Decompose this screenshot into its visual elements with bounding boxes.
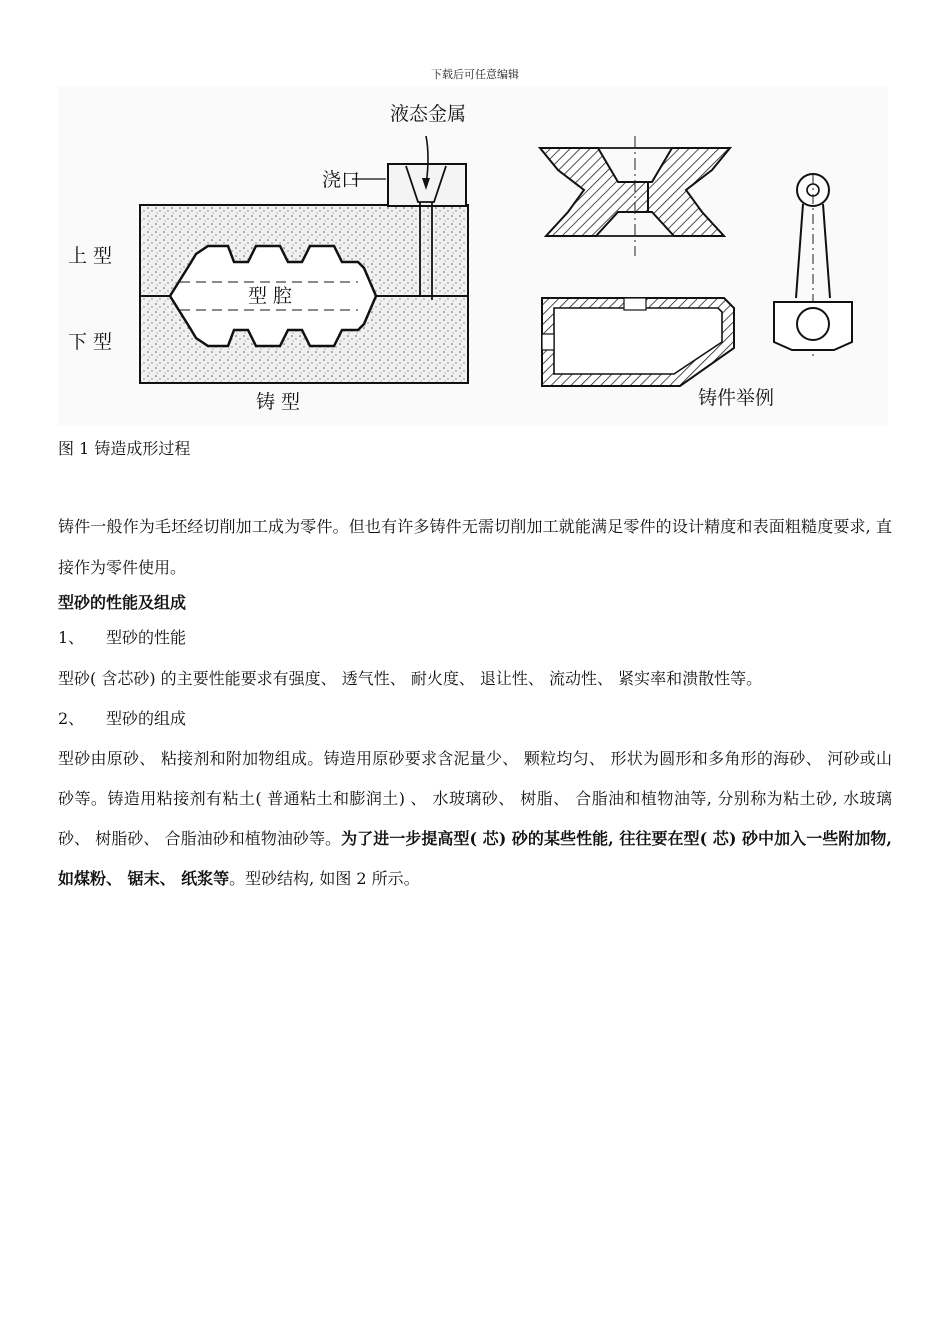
- subheading-1: [58, 618, 892, 658]
- composition-text-a: 型砂由原砂、 粘接剂和附加物组成。铸造用原砂要求含泥量少、 颗粒均匀、 形状为圆形和多角形的海砂、 河砂或山砂等。铸造用粘接剂有粘土( 普通粘土和膨润土) 、 水玻璃砂、 树脂、 合脂油和植物油等, 分别称为粘土砂, 水玻璃砂、 树脂砂、 合脂油砂和植物油砂等。: [58, 749, 892, 848]
- sprue-label: 浇口: [322, 169, 361, 191]
- casting-mold-label: 铸 型: [256, 391, 301, 413]
- page-header: 下载后可任意编辑: [431, 68, 519, 81]
- document-body: [58, 506, 892, 899]
- figure-caption: 图 1 铸造成形过程: [58, 439, 191, 458]
- liquid-metal-label: 液态金属: [390, 103, 467, 125]
- subheading-1-number: 1、: [58, 628, 85, 647]
- lower-mold-label: 下 型: [68, 331, 113, 353]
- subheading-2-title: 型砂的组成: [106, 709, 187, 728]
- subheading-1-title: 型砂的性能: [106, 628, 187, 647]
- upper-mold-label: 上 型: [68, 245, 113, 267]
- sand-properties-paragraph: 型砂( 含芯砂) 的主要性能要求有强度、 透气性、 耐火度、 退让性、 流动性、 紧实率和溃散性等。: [58, 669, 763, 688]
- subheading-2-number: 2、: [58, 709, 85, 728]
- casting-examples-label: 铸件举例: [698, 387, 775, 409]
- composition-text-bold: 为了进一步提高型( 芯) 砂的某些性能, 往往要在型( 芯) 砂中加入一些附加物, 如煤粉、 锯末、 纸浆等: [58, 829, 892, 888]
- section-title: 型砂的性能及组成: [58, 593, 187, 612]
- cavity-label: 型 腔: [248, 285, 293, 307]
- subheading-2: [58, 699, 892, 739]
- casting-process-figure: [58, 86, 888, 426]
- intro-paragraph: 铸件一般作为毛坯经切削加工成为零件。但也有许多铸件无需切削加工就能满足零件的设计精度和表面粗糙度要求, 直接作为零件使用。: [58, 517, 892, 577]
- composition-text-c: 。型砂结构, 如图 2 所示。: [229, 869, 420, 888]
- sand-composition-paragraph: [58, 739, 892, 899]
